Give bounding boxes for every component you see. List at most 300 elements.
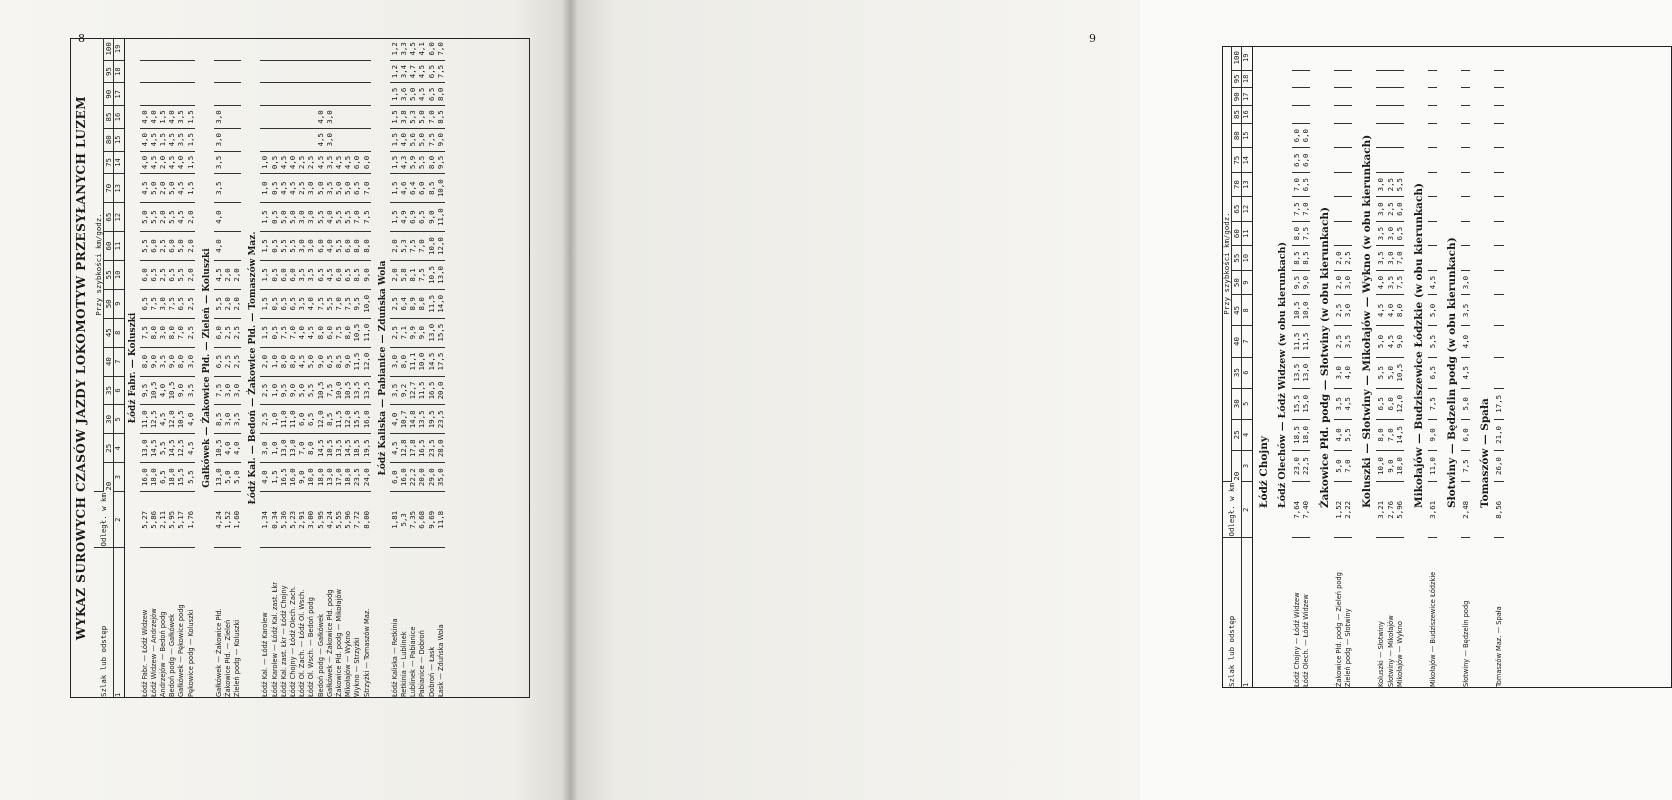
route-name: Lublinek — Pabianice [408,626,418,697]
time-cell [1494,148,1503,172]
time-cell: 2,5 [260,405,269,434]
table-row [1301,46,1310,688]
time-cell [1386,70,1395,88]
time-cell: 9,0 [1301,270,1310,294]
time-cell: 4,5 [158,405,167,434]
table-row [297,38,306,698]
time-cell [1376,70,1385,88]
time-cell: 11,0 [436,203,445,232]
time-cell: 5,5 [279,232,288,261]
time-cell: 1,5 [390,106,399,129]
time-cell: 13,0 [214,463,223,492]
distance-cell: 5,27 [140,492,149,548]
time-cell [140,38,149,60]
time-cell: 11,5 [1292,326,1301,357]
time-cell: 8,0 [149,318,158,347]
distance-cell: 5,96 [343,492,352,548]
time-cell [214,38,223,60]
time-cell: 6,5 [352,174,361,203]
time-cell: 4,0 [297,318,306,347]
table-row [334,38,343,698]
route-name: Łódź Widzew — Andrzejów [148,608,158,697]
book-gutter [562,0,578,800]
header-column-number: 11 [1242,221,1252,245]
route-name: Pękowice podg — Koluszki [185,609,195,697]
time-cell [1334,106,1343,124]
time-cell: 6,0 [140,260,149,289]
header-route: Szlak lub odstęp [1222,538,1242,688]
time-cell: 4,5 [176,203,185,232]
time-cell [1292,106,1301,124]
header-speed: 55 [104,260,114,289]
time-cell: 6,5 [1395,221,1404,245]
time-cell [297,60,306,83]
time-cell [1494,326,1503,357]
header-speed: 70 [104,174,114,203]
time-cell [279,106,288,129]
header-column-number: 13 [114,174,124,203]
time-cell [223,60,232,83]
time-cell [232,128,241,151]
time-cell [167,60,176,83]
time-cell: 8,0 [140,347,149,376]
time-cell: 1,5 [158,106,167,129]
time-cell: 5,5 [167,203,176,232]
time-cell: 11,5 [334,405,343,434]
time-cell [1301,46,1310,70]
time-cell: 8,0 [288,347,297,376]
time-cell: 7,0 [1343,450,1352,481]
time-cell: 5,8 [399,260,408,289]
time-cell: 18,0 [149,463,158,492]
time-cell [1461,246,1470,270]
time-cell: 3,0 [186,347,195,376]
header-speed: 30 [1232,388,1242,419]
time-cell: 13,5 [1292,357,1301,388]
time-cell [343,106,352,129]
time-cell: 2,5 [390,318,399,347]
time-cell: 2,5 [232,347,241,376]
header-column-number: 6 [1242,357,1252,388]
time-cell: 2,5 [1334,326,1343,357]
time-cell: 13,0 [288,434,297,463]
time-cell [1428,123,1437,147]
time-cell: 0,5 [270,174,279,203]
time-cell: 3,5 [390,376,399,405]
time-cell [1376,148,1385,172]
section-note: — Łódź Widzew (w obu kierunkach) [1276,242,1288,435]
time-cell: 6,0 [1461,419,1470,450]
time-cell [306,60,315,83]
time-cell: 4,0 [140,151,149,174]
route-name: Zieleń podg — Koluszki [232,619,242,697]
time-cell: 6,5 [325,347,334,376]
time-cell: 4,5 [417,60,426,83]
time-cell: 9,0 [427,203,436,232]
time-cell [149,38,158,60]
time-cell: 6,5 [306,405,315,434]
header-speed: 40 [104,347,114,376]
time-cell [232,232,241,261]
time-cell: 4,0 [316,106,325,129]
time-cell: 18,0 [167,463,176,492]
time-cell: 5,5 [1395,172,1404,196]
header-speed-group: Przy szybkości km/godz. [1222,46,1232,482]
time-cell [316,38,325,60]
section-title: Tomaszów — Spała [1479,398,1492,508]
time-cell [223,203,232,232]
time-cell: 23,0 [1292,450,1301,481]
time-cell: 5,9 [408,151,417,174]
header-column-number: 9 [1242,270,1252,294]
time-cell: 1,5 [260,203,269,232]
time-cell: 4,0 [232,434,241,463]
time-cell [334,38,343,60]
time-cell: 2,0 [260,347,269,376]
time-cell: 6,0 [390,463,399,492]
time-cell: 5,0 [167,174,176,203]
time-cell: 1,2 [390,38,399,60]
time-cell: 3,5 [1461,295,1470,326]
time-cell [325,60,334,83]
distance-cell: 8,56 [1494,482,1503,538]
time-cell: 7,5 [149,289,158,318]
time-cell: 3,0 [325,128,334,151]
header-column-number: 16 [114,106,124,129]
table-row [417,38,426,698]
time-cell [352,60,361,83]
time-cell: 4,0 [214,203,223,232]
time-cell: 24,0 [362,463,371,492]
time-cell: 4,0 [158,376,167,405]
page-number-left: 8 [78,32,85,45]
time-cell: 3,0 [1376,197,1385,221]
time-cell: 3,5 [176,106,185,129]
header-column-number: 16 [1242,106,1252,124]
time-cell: 0,5 [270,151,279,174]
header-distance: Odległ. w km [1222,482,1242,538]
header-speed: 80 [104,128,114,151]
route-name: Gałkówek — Żakowice Płd. [213,608,223,697]
table-row [325,38,334,698]
time-cell: 12,0 [436,232,445,261]
time-cell [149,83,158,106]
time-cell: 1,0 [270,405,279,434]
time-cell: 10,5 [167,376,176,405]
time-cell [1343,88,1352,106]
header-column-number: 18 [114,60,124,83]
section-title: Łódź Kal. — Bedoń — Żakowice Płd. — Tomaszów Maz. [248,231,259,505]
time-cell: 5,0 [297,376,306,405]
time-cell: 4,0 [325,232,334,261]
section-gap [1504,46,1508,688]
time-cell: 6,5 [149,260,158,289]
time-cell [1494,172,1503,196]
time-cell [270,38,279,60]
header-speed: 100 [1232,46,1242,70]
time-cell: 3,0 [1461,270,1470,294]
time-cell [158,60,167,83]
time-cell [1343,221,1352,245]
header-speed: 25 [104,434,114,463]
time-cell: 2,5 [158,232,167,261]
time-cell: 7,0 [427,106,436,129]
time-cell [1395,148,1404,172]
table-title: WYKAZ SUROWYCH CZASÓW JAZDY LOKOMOTYW PRZESYŁANYCH LUZEM [74,95,88,641]
route-name: Łódź Karolew — Łódź Kal. zast. Łkr [269,582,279,697]
time-cell: 2,0 [186,260,195,289]
time-cell: 4,0 [223,434,232,463]
time-cell [288,106,297,129]
time-cell [1301,70,1310,88]
time-cell: 6,0 [343,232,352,261]
distance-cell: 5,96 [1395,482,1404,538]
time-cell: 5,0 [223,463,232,492]
time-cell: 1,0 [260,174,269,203]
table-row [288,38,297,698]
time-cell [297,83,306,106]
time-cell: 8,0 [1376,419,1385,450]
distance-cell: 0,34 [270,492,279,548]
time-cell: 8,9 [408,289,417,318]
time-cell: 10,5 [149,376,158,405]
distance-cell: 5,3 [399,492,408,548]
time-cell: 4,5 [176,174,185,203]
time-cell [1376,46,1385,70]
time-cell: 19,5 [362,434,371,463]
time-cell: 1,5 [390,83,399,106]
time-cell: 7,0 [297,434,306,463]
time-cell: 4,0 [1461,326,1470,357]
time-cell: 12,5 [176,434,185,463]
time-cell [270,106,279,129]
time-cell: 5,5 [149,203,158,232]
time-cell [223,128,232,151]
time-cell: 3,0 [232,376,241,405]
time-cell: 5,5 [176,260,185,289]
time-cell: 9,0 [149,347,158,376]
table-row [362,38,371,698]
time-cell [343,60,352,83]
route-name: Łódź Ol. Wsch. — Bedoń podg [306,597,316,697]
time-cell: 1,5 [260,289,269,318]
route-name: Łódź Kaliska — Retkinia [389,618,399,697]
time-cell [334,128,343,151]
time-cell: 5,5 [1376,357,1385,388]
route-name: Żakowice Płd. podg — Zieleń podg [1334,572,1344,687]
time-cell: 7,5 [334,318,343,347]
time-cell: 12,0 [343,405,352,434]
time-cell: 3,0 [1334,357,1343,388]
time-cell: 9,5 [140,376,149,405]
time-cell: 4,5 [186,434,195,463]
time-cell: 5,5 [158,434,167,463]
section-subtitle [1273,46,1292,688]
time-cell: 4,5 [306,318,315,347]
time-cell: 6,5 [343,260,352,289]
header-column-number: 12 [1242,197,1252,221]
time-cell: 2,5 [223,318,232,347]
table-row [260,38,269,698]
time-cell: 5,0 [306,347,315,376]
time-cell: 3,5 [325,174,334,203]
time-cell: 5,0 [288,203,297,232]
header-column-number: 2 [1242,482,1252,538]
header-column-number: 19 [1242,46,1252,70]
time-cell [232,60,241,83]
time-cell [1494,357,1503,388]
time-cell: 7,5 [436,60,445,83]
time-cell: 4,1 [417,38,426,60]
table-row [232,38,241,698]
time-cell: 6,0 [1301,123,1310,147]
time-cell: 18,5 [352,434,361,463]
time-cell: 3,0 [390,347,399,376]
time-cell: 10,5 [214,434,223,463]
time-cell: 5,0 [1376,326,1385,357]
time-cell [1395,106,1404,124]
header-column-number: 10 [114,260,124,289]
section-title: Łódź Kaliska — Pabianice — Zduńska Wola [377,260,388,476]
time-cell: 4,0 [1386,295,1395,326]
time-cell: 7,5 [1395,270,1404,294]
time-cell: 9,5 [1292,270,1301,294]
time-cell: 1,5 [260,318,269,347]
time-cell [1292,70,1301,88]
time-cell: 10,5 [427,260,436,289]
time-cell [1334,148,1343,172]
table-row [352,38,361,698]
time-cell: 15,5 [352,405,361,434]
time-cell: 7,1 [399,318,408,347]
time-cell: 4,5 [1386,326,1395,357]
header-column-number: 9 [114,289,124,318]
section-title: Łódź Fabr. — Koluszki [127,312,138,424]
time-cell: 2,0 [1334,246,1343,270]
time-cell: 9,5 [436,151,445,174]
time-cell: 5,5 [288,232,297,261]
time-cell [186,83,195,106]
time-cell: 2,5 [306,151,315,174]
time-cell: 1,5 [270,463,279,492]
time-cell: 5,6 [408,128,417,151]
time-cell [232,106,241,129]
time-cell: 7,5 [214,376,223,405]
time-cell: 1,5 [260,260,269,289]
route-name: Mikołajów — Wykno [343,631,353,697]
time-cell [223,106,232,129]
time-cell: 3,0 [1386,246,1395,270]
time-cell: 0,5 [270,289,279,318]
time-cell: 2,0 [223,289,232,318]
time-cell: 4,0 [1334,419,1343,450]
header-speed: 30 [104,405,114,434]
distance-cell: 5,23 [288,492,297,548]
time-cell: 5,0 [1461,388,1470,419]
route-name: Łódź Kal. — Łódź Karolew [260,612,270,697]
time-cell: 4,5 [279,151,288,174]
time-cell [1494,295,1503,326]
time-cell: 6,0 [334,260,343,289]
time-cell: 5,0 [149,174,158,203]
route-name: Andrzejów — Bedoń podg [158,611,168,697]
time-cell [1461,123,1470,147]
time-cell: 1,5 [186,128,195,151]
table-row [1461,46,1470,688]
distance-cell: 3,00 [306,492,315,548]
time-cell: 5,0 [334,174,343,203]
time-cell [214,83,223,106]
time-cell: 3,5 [1386,270,1395,294]
time-cell [176,83,185,106]
route-name: Pabianice — Dobroń [417,630,427,697]
time-cell: 7,0 [1301,197,1310,221]
table-row [408,38,417,698]
time-cell [343,38,352,60]
header-column-number: 10 [1242,246,1252,270]
time-cell [1428,172,1437,196]
time-cell: 5,0 [408,83,417,106]
header-speed: 35 [1232,357,1242,388]
time-cell: 9,0 [167,347,176,376]
header-route: Szlak lub odstęp [94,548,114,698]
time-cell: 5,5 [1428,326,1437,357]
time-cell: 5,0 [232,463,241,492]
time-cell: 13,5 [334,434,343,463]
time-cell: 8,0 [279,347,288,376]
time-cell: 8,0 [176,347,185,376]
time-cell: 4,5 [417,83,426,106]
time-cell [352,83,361,106]
time-cell: 7,0 [288,318,297,347]
time-cell: 1,5 [390,151,399,174]
time-cell: 7,5 [279,318,288,347]
time-cell [1494,70,1503,88]
time-cell: 5,5 [417,151,426,174]
time-cell: 7,0 [352,203,361,232]
time-cell: 1,0 [270,434,279,463]
time-cell: 4,5 [1343,388,1352,419]
time-cell: 4,5 [279,174,288,203]
time-cell: 2,0 [158,203,167,232]
time-cell: 13,0 [1301,357,1310,388]
header-column-number: 1 [1242,538,1252,688]
time-cell [1395,88,1404,106]
time-cell: 16,0 [399,463,408,492]
time-cell [316,60,325,83]
time-cell: 5,3 [399,232,408,261]
time-cell: 5,5 [343,203,352,232]
distance-cell: 7,35 [408,492,417,548]
time-cell: 10,0 [306,463,315,492]
time-cell: 14,8 [408,405,417,434]
time-cell [1494,221,1503,245]
time-cell [1494,270,1503,294]
time-cell: 12,5 [149,405,158,434]
time-cell: 17,0 [334,463,343,492]
time-cell: 3,5 [158,347,167,376]
section-title: Żakowice Płd. podg — Słotwiny (w obu kierunkach) [1319,207,1332,508]
time-cell [270,128,279,151]
time-cell: 6,0 [316,232,325,261]
time-cell [343,128,352,151]
left-page [0,0,570,800]
time-cell: 4,5 [214,260,223,289]
time-cell: 21,0 [1494,419,1503,450]
time-cell [1343,70,1352,88]
time-cell: 3,0 [306,174,315,203]
time-cell: 7,5 [167,289,176,318]
